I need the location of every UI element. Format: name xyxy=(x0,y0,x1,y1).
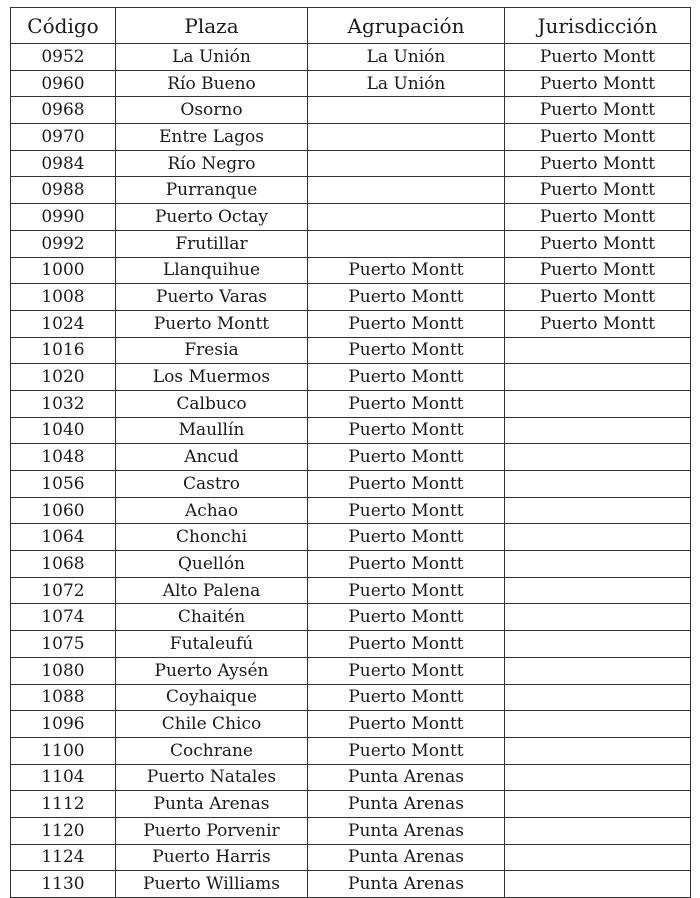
table-row xyxy=(11,471,691,498)
table-row xyxy=(11,150,691,177)
cell-codigo: 1120 xyxy=(11,817,116,844)
cell-agrupacion: Puerto Montt xyxy=(308,524,505,551)
table-row xyxy=(11,44,691,71)
cell-codigo: 1064 xyxy=(11,524,116,551)
cell-codigo: 1068 xyxy=(11,551,116,578)
cell-jurisdiccion: Puerto Montt xyxy=(505,177,691,204)
cell-codigo: 0990 xyxy=(11,204,116,231)
cell-codigo: 1024 xyxy=(11,310,116,337)
cell-codigo: 1080 xyxy=(11,657,116,684)
cell-jurisdiccion xyxy=(505,444,691,471)
cell-agrupacion: Punta Arenas xyxy=(308,844,505,871)
cell-plaza: Chonchi xyxy=(116,524,308,551)
table-row xyxy=(11,791,691,818)
cell-codigo: 1096 xyxy=(11,711,116,738)
table-row xyxy=(11,524,691,551)
table-row xyxy=(11,124,691,151)
table-row xyxy=(11,604,691,631)
table-row xyxy=(11,737,691,764)
cell-codigo: 0984 xyxy=(11,150,116,177)
table-row xyxy=(11,657,691,684)
table-row xyxy=(11,364,691,391)
table-row xyxy=(11,497,691,524)
cell-agrupacion: Puerto Montt xyxy=(308,364,505,391)
cell-jurisdiccion: Puerto Montt xyxy=(505,150,691,177)
cell-codigo: 1048 xyxy=(11,444,116,471)
cell-agrupacion xyxy=(308,97,505,124)
cell-plaza: Puerto Porvenir xyxy=(116,817,308,844)
cell-jurisdiccion: Puerto Montt xyxy=(505,97,691,124)
table-row xyxy=(11,551,691,578)
table-row xyxy=(11,310,691,337)
cell-plaza: Entre Lagos xyxy=(116,124,308,151)
cell-codigo: 1016 xyxy=(11,337,116,364)
table-row xyxy=(11,337,691,364)
cell-plaza: Alto Palena xyxy=(116,577,308,604)
cell-jurisdiccion xyxy=(505,657,691,684)
cell-agrupacion: Puerto Montt xyxy=(308,444,505,471)
cell-codigo: 1088 xyxy=(11,684,116,711)
cell-jurisdiccion xyxy=(505,684,691,711)
table-row xyxy=(11,257,691,284)
cell-agrupacion: Punta Arenas xyxy=(308,871,505,898)
cell-jurisdiccion: Puerto Montt xyxy=(505,230,691,257)
cell-plaza: Río Bueno xyxy=(116,70,308,97)
cell-agrupacion: Puerto Montt xyxy=(308,390,505,417)
cell-plaza: Ancud xyxy=(116,444,308,471)
cell-codigo: 0988 xyxy=(11,177,116,204)
cell-plaza: Llanquihue xyxy=(116,257,308,284)
cell-agrupacion: Puerto Montt xyxy=(308,737,505,764)
cell-plaza: La Unión xyxy=(116,44,308,71)
cell-agrupacion: Puerto Montt xyxy=(308,471,505,498)
header-row xyxy=(11,8,691,44)
cell-codigo: 1008 xyxy=(11,284,116,311)
cell-jurisdiccion xyxy=(505,551,691,578)
cell-agrupacion xyxy=(308,177,505,204)
cell-agrupacion: Puerto Montt xyxy=(308,711,505,738)
cell-codigo: 0970 xyxy=(11,124,116,151)
cell-jurisdiccion xyxy=(505,417,691,444)
cell-agrupacion: Puerto Montt xyxy=(308,257,505,284)
table-row xyxy=(11,417,691,444)
table-row xyxy=(11,284,691,311)
cell-jurisdiccion xyxy=(505,844,691,871)
cell-agrupacion: Puerto Montt xyxy=(308,417,505,444)
cell-codigo: 0992 xyxy=(11,230,116,257)
cell-plaza: Osorno xyxy=(116,97,308,124)
cell-agrupacion: Puerto Montt xyxy=(308,310,505,337)
cell-jurisdiccion: Puerto Montt xyxy=(505,257,691,284)
cell-jurisdiccion: Puerto Montt xyxy=(505,310,691,337)
cell-agrupacion: La Unión xyxy=(308,44,505,71)
table-row xyxy=(11,97,691,124)
cell-agrupacion: Punta Arenas xyxy=(308,764,505,791)
cell-jurisdiccion xyxy=(505,737,691,764)
cell-plaza: Puerto Williams xyxy=(116,871,308,898)
cell-agrupacion: Puerto Montt xyxy=(308,684,505,711)
cell-plaza: Chaitén xyxy=(116,604,308,631)
header-codigo: Código xyxy=(11,8,116,44)
cell-agrupacion: Puerto Montt xyxy=(308,577,505,604)
table-row xyxy=(11,711,691,738)
cell-jurisdiccion xyxy=(505,711,691,738)
cell-agrupacion: Puerto Montt xyxy=(308,337,505,364)
cell-plaza: Fresia xyxy=(116,337,308,364)
table-body xyxy=(11,44,691,898)
cell-codigo: 1072 xyxy=(11,577,116,604)
cell-agrupacion xyxy=(308,230,505,257)
cell-plaza: Quellón xyxy=(116,551,308,578)
table-row xyxy=(11,844,691,871)
cell-codigo: 0952 xyxy=(11,44,116,71)
cell-agrupacion: Puerto Montt xyxy=(308,284,505,311)
table-row xyxy=(11,631,691,658)
header-plaza: Plaza xyxy=(116,8,308,44)
cell-plaza: Cochrane xyxy=(116,737,308,764)
cell-jurisdiccion xyxy=(505,577,691,604)
cell-plaza: Coyhaique xyxy=(116,684,308,711)
cell-jurisdiccion xyxy=(505,631,691,658)
cell-agrupacion: La Unión xyxy=(308,70,505,97)
cell-codigo: 0968 xyxy=(11,97,116,124)
cell-jurisdiccion xyxy=(505,524,691,551)
cell-plaza: Los Muermos xyxy=(116,364,308,391)
cell-jurisdiccion: Puerto Montt xyxy=(505,70,691,97)
cell-agrupacion xyxy=(308,204,505,231)
cell-jurisdiccion: Puerto Montt xyxy=(505,44,691,71)
cell-jurisdiccion xyxy=(505,791,691,818)
cell-plaza: Puerto Octay xyxy=(116,204,308,231)
cell-jurisdiccion xyxy=(505,497,691,524)
table-row xyxy=(11,764,691,791)
cell-agrupacion: Puerto Montt xyxy=(308,631,505,658)
cell-agrupacion xyxy=(308,150,505,177)
cell-jurisdiccion xyxy=(505,871,691,898)
cell-agrupacion: Punta Arenas xyxy=(308,817,505,844)
cell-plaza: Futaleufú xyxy=(116,631,308,658)
cell-agrupacion: Puerto Montt xyxy=(308,497,505,524)
cell-jurisdiccion: Puerto Montt xyxy=(505,124,691,151)
header-agrupacion: Agrupación xyxy=(308,8,505,44)
cell-agrupacion xyxy=(308,124,505,151)
plazas-table xyxy=(10,7,691,898)
cell-codigo: 1075 xyxy=(11,631,116,658)
cell-codigo: 1032 xyxy=(11,390,116,417)
cell-codigo: 1130 xyxy=(11,871,116,898)
cell-codigo: 1124 xyxy=(11,844,116,871)
table-row xyxy=(11,204,691,231)
cell-plaza: Chile Chico xyxy=(116,711,308,738)
cell-agrupacion: Puerto Montt xyxy=(308,657,505,684)
cell-codigo: 0960 xyxy=(11,70,116,97)
cell-plaza: Punta Arenas xyxy=(116,791,308,818)
table-row xyxy=(11,390,691,417)
cell-plaza: Puerto Harris xyxy=(116,844,308,871)
cell-plaza: Calbuco xyxy=(116,390,308,417)
cell-jurisdiccion xyxy=(505,337,691,364)
table-row xyxy=(11,577,691,604)
cell-codigo: 1040 xyxy=(11,417,116,444)
cell-plaza: Maullín xyxy=(116,417,308,444)
header-jurisdiccion: Jurisdicción xyxy=(505,8,691,44)
cell-codigo: 1000 xyxy=(11,257,116,284)
cell-codigo: 1112 xyxy=(11,791,116,818)
cell-jurisdiccion xyxy=(505,604,691,631)
table-row xyxy=(11,230,691,257)
cell-plaza: Puerto Natales xyxy=(116,764,308,791)
cell-jurisdiccion xyxy=(505,764,691,791)
cell-codigo: 1074 xyxy=(11,604,116,631)
cell-codigo: 1060 xyxy=(11,497,116,524)
cell-plaza: Puerto Varas xyxy=(116,284,308,311)
cell-plaza: Puerto Aysén xyxy=(116,657,308,684)
cell-jurisdiccion: Puerto Montt xyxy=(505,204,691,231)
cell-jurisdiccion xyxy=(505,817,691,844)
cell-codigo: 1020 xyxy=(11,364,116,391)
cell-plaza: Purranque xyxy=(116,177,308,204)
table-row xyxy=(11,177,691,204)
cell-agrupacion: Punta Arenas xyxy=(308,791,505,818)
cell-plaza: Puerto Montt xyxy=(116,310,308,337)
table-row xyxy=(11,817,691,844)
table-row xyxy=(11,684,691,711)
table-row xyxy=(11,871,691,898)
cell-agrupacion: Puerto Montt xyxy=(308,604,505,631)
cell-jurisdiccion xyxy=(505,364,691,391)
cell-plaza: Castro xyxy=(116,471,308,498)
table-row xyxy=(11,444,691,471)
cell-plaza: Frutillar xyxy=(116,230,308,257)
cell-agrupacion: Puerto Montt xyxy=(308,551,505,578)
cell-jurisdiccion xyxy=(505,390,691,417)
table-row xyxy=(11,70,691,97)
cell-jurisdiccion: Puerto Montt xyxy=(505,284,691,311)
cell-codigo: 1056 xyxy=(11,471,116,498)
cell-jurisdiccion xyxy=(505,471,691,498)
cell-plaza: Río Negro xyxy=(116,150,308,177)
cell-plaza: Achao xyxy=(116,497,308,524)
cell-codigo: 1100 xyxy=(11,737,116,764)
cell-codigo: 1104 xyxy=(11,764,116,791)
